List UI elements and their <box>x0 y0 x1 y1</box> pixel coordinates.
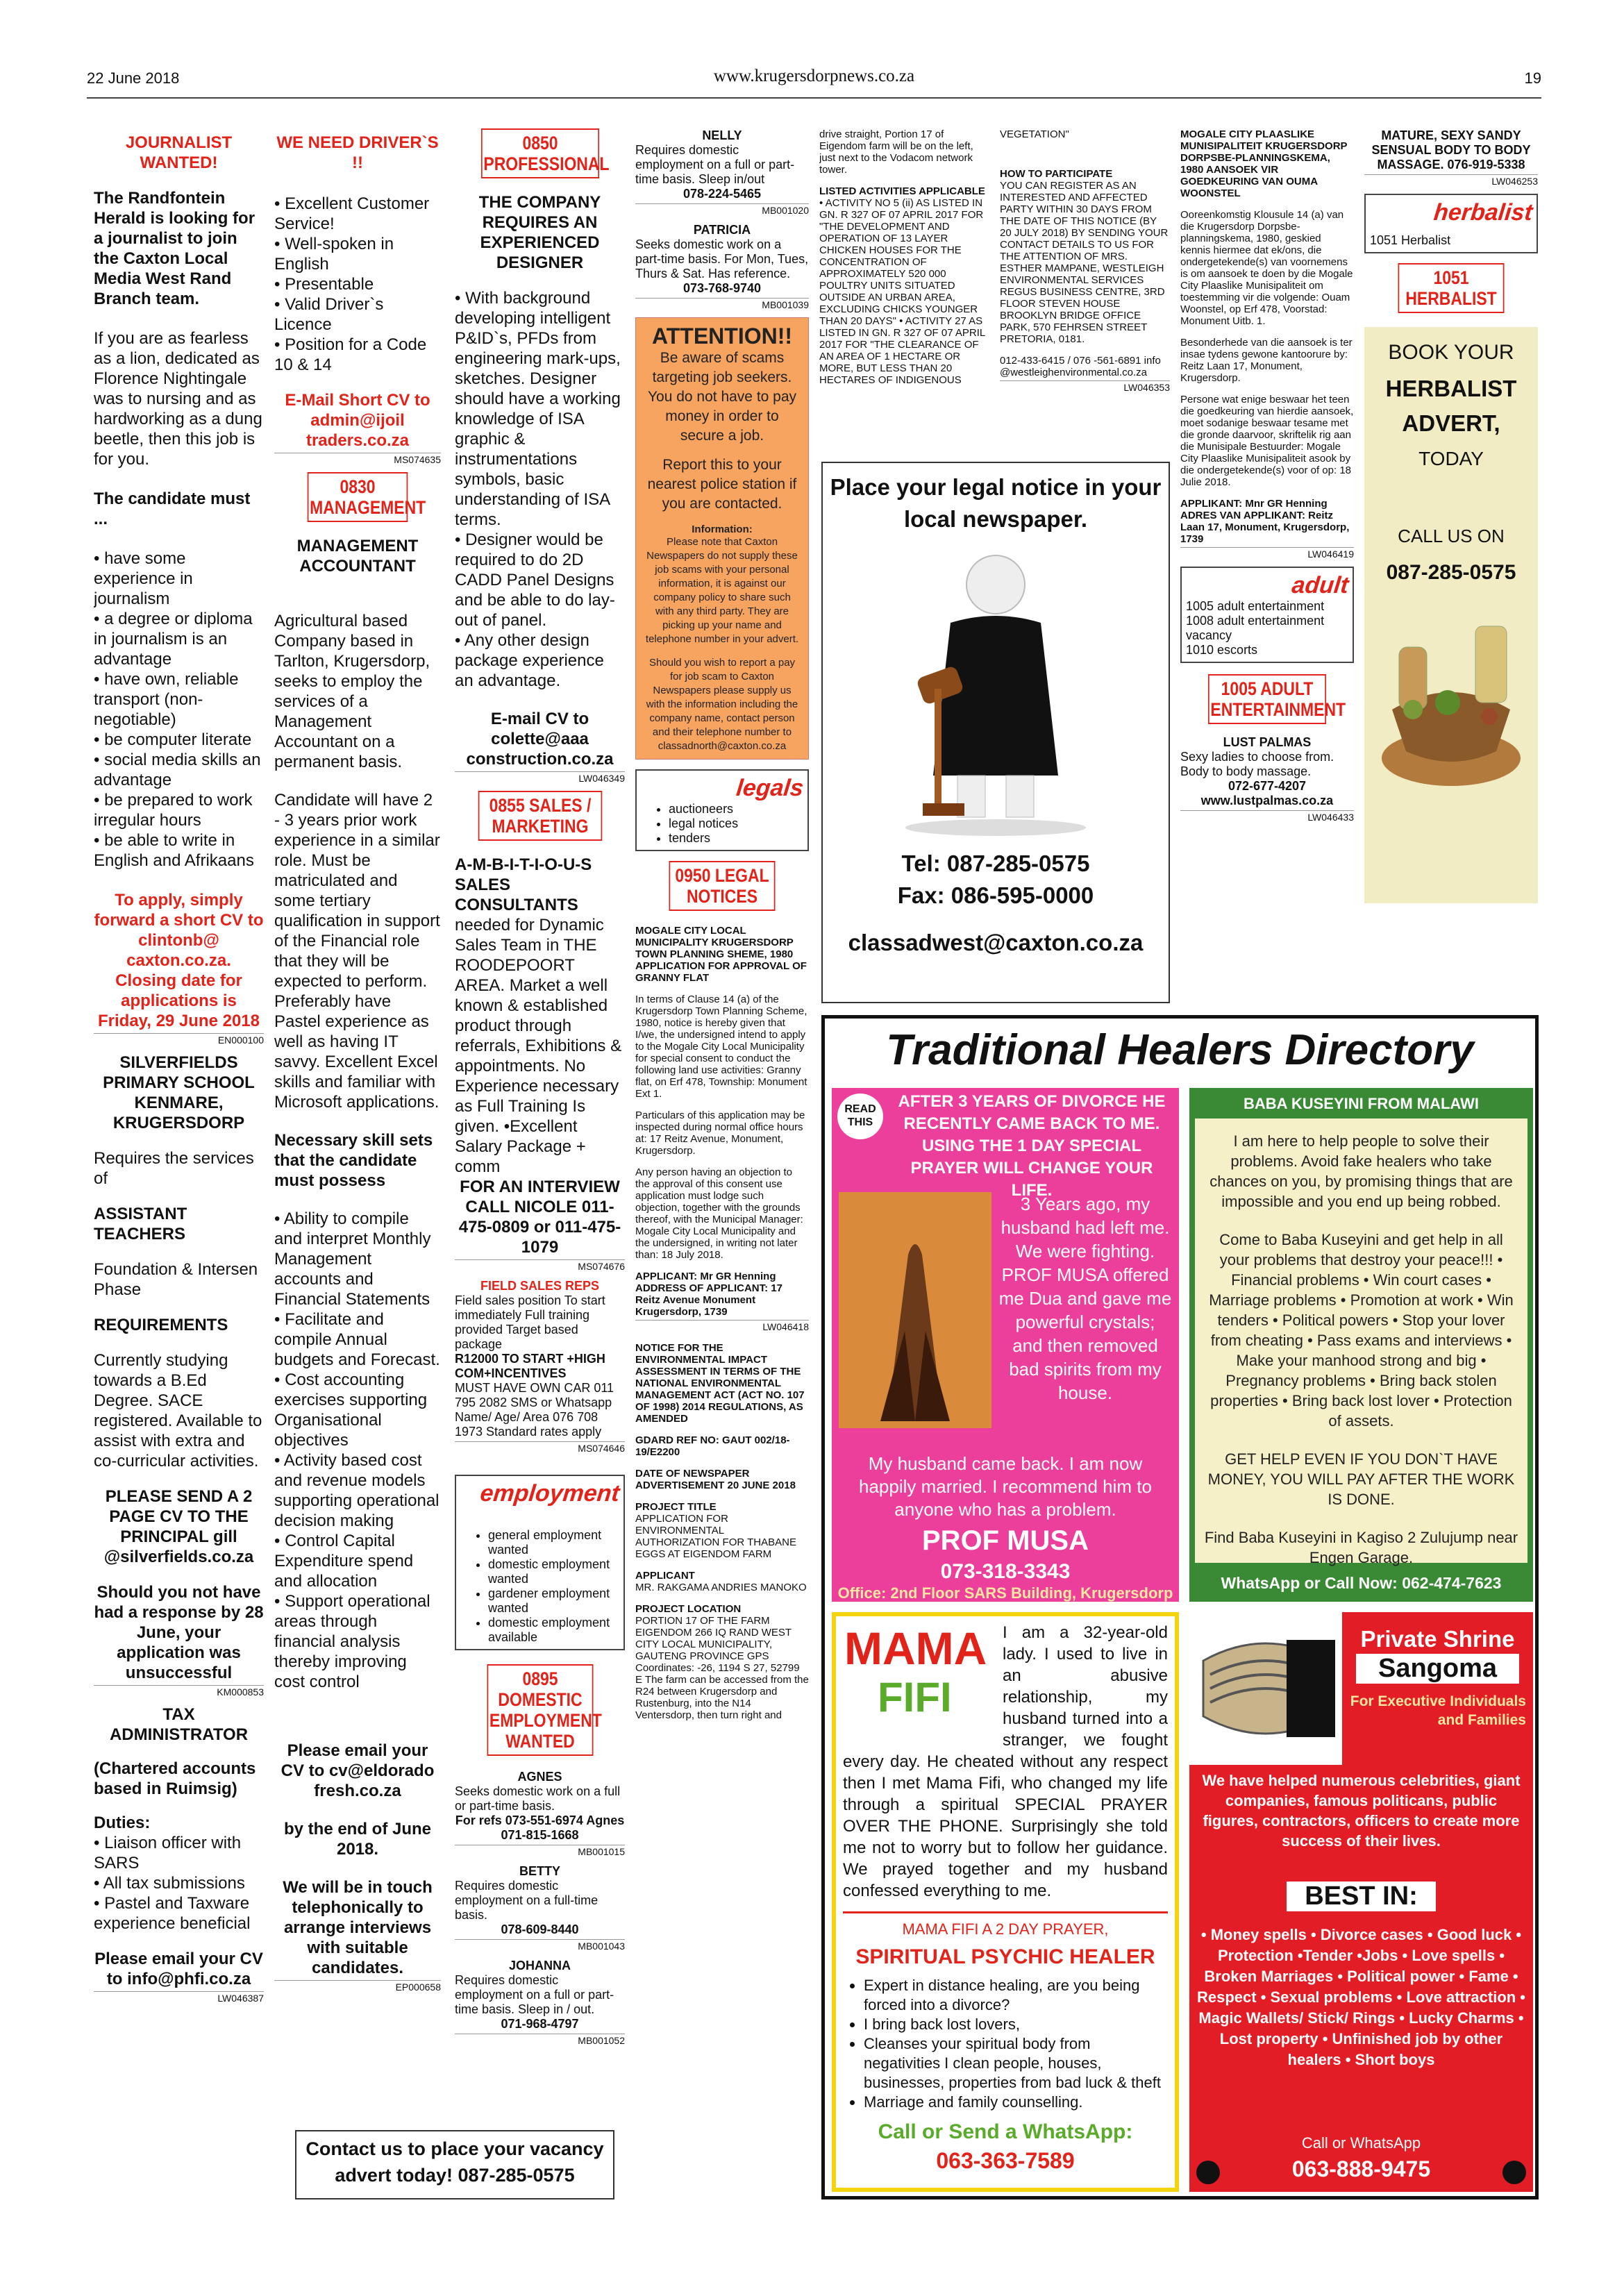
applicant-text: MR. RAKGAMA ANDRIES MANOKO <box>635 1582 807 1593</box>
listed-text: • ACTIVITY NO 5 (ii) AS LISTED IN GN. R 327 OF 07 APRIL 2017 FOR "THE DEVELOPMENT AND OPERATION OF 13 LAYER CHICKEN HOUSES FOR THE CONCENTRATION OF APPROXIMATELY 520 000 POULTRY UNITS SITUATED OUTSIDE AN URBAN AREA, EXCLUDING CHICKS YOUNGER THAN 20 DAYS" • ACTIVITY 27 AS LISTED IN GN. R 327 OF 07 APRIL 2017 FOR "THE CLEARANCE OF AN AREA OF 1 HECTARE OR MORE, BUT LESS THAN 20 HECTARES OF INDIGENOUS <box>819 197 985 386</box>
mama-title: MAMA <box>844 1623 987 1674</box>
ad-ref: MS074646 <box>455 1441 625 1454</box>
candidate-list <box>94 548 264 871</box>
mgmt-p1: Agricultural based Company based in Tarlton, Krugersdorp, seeks to employ the services of a Management Accountant on a permanent basis. <box>274 612 430 771</box>
baba-body <box>1195 1118 1527 1566</box>
adult-title: adult <box>1290 572 1350 598</box>
mgmt-email[interactable]: Please email your CV to cv@eldorado fresh.co.za <box>281 1741 435 1800</box>
send-cv[interactable]: PLEASE SEND A 2 PAGE CV TO THE PRINCIPAL gill @silverfields.co.za <box>103 1487 254 1566</box>
ad-ref: LW046418 <box>635 1320 809 1332</box>
sandy-ad: MATURE, SEXY SANDY SENSUAL BODY TO BODY MASSAGE. 076-919-5338 <box>1371 128 1531 171</box>
sangoma-ad[interactable] <box>1189 1612 1533 2192</box>
list-item: • have own, reliable transport (non-negotiable) <box>94 669 264 730</box>
list-item: • domestic employment wanted <box>488 1557 619 1586</box>
adult-item: 1008 adult entertainment vacancy <box>1186 614 1325 642</box>
list-item: • Valid Driver`s Licence <box>274 294 441 335</box>
mgmt-touch: We will be in touch telephonically to arrange interviews with suitable candidates. <box>283 1878 433 1977</box>
applicant-heading: APPLICANT <box>635 1570 695 1582</box>
ad-ref: LW046353 <box>1000 380 1170 393</box>
duties-heading: Duties: <box>94 1813 151 1832</box>
attention-info: Information: <box>692 523 753 535</box>
fifi-spiritual: SPIRITUAL PSYCHIC HEALER <box>855 1945 1155 1968</box>
call-us: CALL US ON <box>1398 526 1505 546</box>
vegetation: VEGETATION" <box>1000 128 1069 140</box>
ad-ref: MB001015 <box>455 1845 625 1857</box>
list-item: • a degree or diploma in journalism is an advantage <box>94 609 264 669</box>
column-2 <box>274 128 441 2218</box>
list-item: • Expert in distance healing, are you being forced into a divorce? <box>864 1976 1168 2015</box>
category-herbalist: 1051 HERBALIST <box>1398 263 1505 313</box>
field-sales-heading: FIELD SALES REPS <box>480 1279 600 1293</box>
johanna-phone: 071-968-4797 <box>501 2017 579 2031</box>
list-item: • general employment wanted <box>488 1528 619 1557</box>
lust-text: Sexy ladies to choose from. Body to body massage. <box>1180 750 1334 778</box>
list-item: • Liaison officer with SARS <box>94 1833 264 1873</box>
musa-back: My husband came back. I am now happily married. I recommend him to anyone who has a problem. <box>859 1453 1152 1520</box>
ad-ref: MB001020 <box>635 203 809 216</box>
column-6 <box>1000 128 1170 462</box>
ouma-p1: Ooreenkomstig Klousule 14 (a) van die Krugersdorp Dorpsbe-planningskema, 1980, geskied kennis hiermee dat ek/ons, die ondergetekende(s) van voornemens is om aansoek te doen by die Mogale City Plaaslike Munisipaliteit om toestemming vir die volgende: Ouam Woonstel, op Erf 478, Voorstad: Monument Uitb. 1. <box>1180 209 1353 327</box>
herbs-icon <box>1371 598 1531 807</box>
project-title-heading: PROJECT TITLE <box>635 1501 717 1513</box>
project-title-text: APPLICATION FOR ENVIRONMENTAL AUTHORIZATION FOR THABANE EGGS AT EIGENDOM FARM <box>635 1513 796 1560</box>
legals-box <box>635 769 809 851</box>
skills-heading: Necessary skill sets that the candidate must possess <box>274 1131 433 1190</box>
fifi-p1: I am a 32-year-old lady. I used to live in an abusive relationship, my husband turned into a stranger, we fought every day. He cheated without any respect then I met Mama Fifi, who changed my life through a spiritual SPECIAL PRAYER OVER THE PHONE. Surprisingly she told me not to worry but to follow her guidance. We prayed together and my husband confessed everything to me. <box>843 1623 1168 1900</box>
sangoma-helped: We have helped numerous celebrities, giant companies, famous politicans, public figures, contractors, officers to create more success of their lives. <box>1202 1772 1521 1850</box>
nelly-phone: 078-224-5465 <box>683 187 762 201</box>
ad-ref: LW046419 <box>1180 547 1354 560</box>
baba-kuseyini-ad[interactable] <box>1189 1088 1533 1602</box>
herbalist-item: 1051 Herbalist <box>1370 233 1451 247</box>
fifi-call: Call or Send a WhatsApp: <box>878 2120 1133 2143</box>
patricia-name: PATRICIA <box>693 223 751 237</box>
nelly-text: Requires domestic employment on a full or part-time basis. Sleep in/out <box>635 143 795 186</box>
attention-p4: Should you wish to report a pay for job scam to Caxton Newspapers please supply us with the information including the company name, contact person and their telephone number to classadnorth@caxton.co.za <box>646 657 798 752</box>
today: TODAY <box>1418 448 1484 469</box>
mogale-p2: Particulars of this application may be inspected during normal office hours at: 17 Reitz Avenue, Monument, Krugersdorp. <box>635 1109 805 1157</box>
project-location-text: PORTION 17 OF THE FARM EIGENDOM 266 IQ RAND WEST CITY LOCAL MUNICIPALITY, GAUTENG PROVINCE GPS Coordinates: -26, 1194 S 27, 52799 E The farm can be accessed from the R24 between Krugersdorp and Rustenburg, into the N14 Ventersdorp, then turn right and <box>635 1615 809 1721</box>
page-number: 19 <box>1524 69 1541 87</box>
apply-text[interactable]: To apply, simply forward a short CV to clintonb@ caxton.co.za. Closing date for applications is Friday, 29 June 2018 <box>94 891 264 1030</box>
chartered: (Chartered accounts based in Ruimsig) <box>94 1759 256 1798</box>
musa-heading: AFTER 3 YEARS OF DIVORCE HE RECENTLY CAME BACK TO ME. USING THE 1 DAY SPECIAL PRAYER WILL CHANGE YOUR LIFE. <box>898 1092 1166 1200</box>
field-sales-bold: R12000 TO START +HIGH COM+INCENTIVES <box>455 1352 605 1380</box>
private-shrine: Private Shrine <box>1360 1626 1515 1652</box>
field-sales-text: Field sales position To start immediately Full training provided Target based package <box>455 1293 605 1351</box>
nelly-name: NELLY <box>702 128 742 142</box>
site-url[interactable]: www.krugersdorpnews.co.za <box>713 67 915 85</box>
company-heading: THE COMPANY REQUIRES AN EXPERIENCED DESIGNER <box>478 193 601 272</box>
musa-office: Office: 2nd Floor SARS Building, Krugersdorp <box>837 1584 1173 1602</box>
money-stack-icon <box>1189 1612 1342 1765</box>
lust-phone[interactable]: 072-677-4207 www.lustpalmas.co.za <box>1200 779 1334 807</box>
list-item: • Well-spoken in English <box>274 234 441 274</box>
list-item: • Designer would be required to do 2D CADD Panel Designs and be able to do lay-out of panel. <box>455 530 625 630</box>
ouma-p3: Persone wat enige beswaar het teen die goedkeuring van hierdie aansoek, moet sodanige beswaar tesame met die gronde daarvoor, skriftelik rig aan die Munisipale Bestuurder: Mogale City Plaaslike Munisipaliteit asook by die ondergetekende(s) voor of op: 18 Julie 2018. <box>1180 394 1354 488</box>
ad-ref: MB001052 <box>455 2034 625 2046</box>
attention-box <box>635 317 809 760</box>
betty-text: Requires domestic employment on a full-time basis. <box>455 1879 598 1922</box>
listed-heading: LISTED ACTIVITIES APPLICABLE <box>819 185 985 197</box>
ouma-p2: Besonderhede van die aansoek is ter insae tydens gewone kantoorure by: Reitz Laan 17, Monument, Krugersdorp. <box>1180 337 1353 384</box>
ad-ref: LW046253 <box>1364 174 1538 187</box>
list-item: • Position for a Code 10 & 14 <box>274 335 441 375</box>
employment-box <box>455 1475 625 1650</box>
fifi-phone: 063-363-7589 <box>936 2148 1075 2173</box>
journalist-heading: JOURNALIST WANTED! <box>125 133 233 172</box>
baba-p4: Find Baba Kuseyini in Kagiso 2 Zulujump near Engen Garage. <box>1204 1529 1518 1566</box>
patricia-text: Seeks domestic work on a part-time basis. For Mon, Tues, Thurs & Sat. Has reference. <box>635 237 809 280</box>
agnes-text: Seeks domestic work on a full or part-time basis. <box>455 1784 621 1813</box>
best-in: BEST IN: <box>1287 1882 1436 1911</box>
herbalist-advert[interactable] <box>1364 327 1538 903</box>
ad-ref: MB001043 <box>455 1939 625 1952</box>
list-item: • Cost accounting exercises supporting Organisational objectives <box>274 1370 441 1450</box>
lust-name: LUST PALMAS <box>1223 735 1312 749</box>
mama-fifi-ad[interactable] <box>832 1612 1179 2192</box>
betty-phone: 078-609-8440 <box>501 1922 579 1936</box>
patricia-phone: 073-768-9740 <box>683 281 762 295</box>
legal-ad-email[interactable]: classadwest@caxton.co.za <box>848 930 1144 955</box>
list-item: • tenders <box>669 831 803 846</box>
ouma-applicant: APPLIKANT: Mnr GR Henning ADRES VAN APPLIKANT: Reitz Laan 17, Monument, Krugersdorp, 1739 <box>1180 498 1350 545</box>
legal-notice-ad[interactable] <box>821 462 1170 1003</box>
legal-ad-tel: Tel: 087-285-0575 <box>901 850 1090 876</box>
herbalist-phone: 087-285-0575 <box>1386 561 1516 584</box>
sangoma-title: Sangoma <box>1356 1654 1519 1684</box>
herbalist-box <box>1364 194 1538 253</box>
sangoma-call: Call or WhatsApp <box>1301 2134 1421 2152</box>
attention-p2: Report this to your nearest police station if you are contacted. <box>647 457 797 512</box>
list-item: • Support operational areas through financial analysis thereby improving cost control <box>274 1591 441 1692</box>
drivers-list <box>274 194 441 375</box>
mogale-p1: In terms of Clause 14 (a) of the Krugersdorp Town Planning Scheme, 1980, notice is hereby given that I/we, the undersigned intend to apply to the Mogale City Local Municipality for special consent to conduct the following land use activities: Granny flat, on Erf 478, Township: Monument Ext 1. <box>635 994 807 1100</box>
participate-contact[interactable]: 012-433-6415 / 076 -561-6891 info @westleighenvironmental.co.za <box>1000 355 1161 378</box>
phase: Foundation & Intersen Phase <box>94 1260 258 1299</box>
participate-text: YOU CAN REGISTER AS AN INTERESTED AND AFFECTED PARTY WITHIN 30 DAYS FROM THE DATE OF THIS NOTICE (BY 20 JULY 2018) BY SENDING YOUR CONTACT DETAILS TO US FOR THE ATTENTION OF MRS. ESTHER MAMPANE, WESTLEIGH ENVIRONMENTAL SERVICES REGUS BUSINESS CENTRE, 3RD FLOOR STEVEN HOUSE BROOKLYN BRIDGE OFFICE PARK, 570 FEHRSEN STREET PRETORIA, 0181. <box>1000 180 1169 345</box>
category-professional: 0850 PROFESSIONAL <box>481 128 599 178</box>
journalist-intro: The Randfontein Herald is looking for a journalist to join the Caxton Local Media West Rand Branch team. <box>94 189 256 308</box>
list-item: • Marriage and family counselling. <box>864 2093 1168 2112</box>
column-8 <box>1364 128 1538 1010</box>
interview-call: FOR AN INTERVIEW CALL NICOLE 011-475-0809 or 011-475-1079 <box>458 1178 621 1257</box>
list-item: • Pastel and Taxware experience beneficial <box>94 1893 264 1934</box>
no-response: Should you not have had a response by 28 June, your application was unsuccessful <box>94 1583 264 1682</box>
ouma-heading: MOGALE CITY PLAASLIKE MUNISIPALITEIT KRUGERSDORP DORPSBE-PLANNINGSKEMA, 1980 AANSOEK VIR GOEDKEURING VAN OUMA WOONSTEL <box>1180 128 1348 199</box>
ad-ref: EP000658 <box>274 1980 441 1993</box>
gdard-ref: GDARD REF NO: GAUT 002/18-19/E2200 <box>635 1434 790 1458</box>
mgmt-end: by the end of June 2018. <box>283 1820 431 1859</box>
baba-p1: I am here to help people to solve their problems. Avoid fake healers who take chances on you, by promising things that are impossible and you end up being robbed. <box>1209 1132 1513 1210</box>
ad-ref: KM000853 <box>94 1685 264 1698</box>
drivers-heading: WE NEED DRIVER`S !! <box>276 133 439 172</box>
judge-figure-icon <box>891 546 1100 838</box>
fifi-sub: MAMA FIFI A 2 DAY PRAYER, <box>902 1920 1109 1938</box>
fifi-divider <box>843 1911 1168 1913</box>
johanna-text: Requires domestic employment on a full or part-time basis. Sleep in / out. <box>455 1973 614 2016</box>
issue-date: 22 June 2018 <box>87 69 180 87</box>
ad-ref: MS074635 <box>274 453 441 465</box>
column-4 <box>635 128 809 2218</box>
list-item: • Excellent Customer Service! <box>274 194 441 234</box>
requires-services: Requires the services of <box>94 1149 254 1188</box>
tax-email[interactable]: Please email your CV to info@phfi.co.za <box>94 1950 263 1988</box>
ad-ref: LW046387 <box>94 1991 264 2004</box>
list-item: • All tax submissions <box>94 1873 264 1893</box>
school-name: SILVERFIELDS PRIMARY SCHOOL KENMARE, KRUGERSDORP <box>103 1053 255 1132</box>
list-item: • be prepared to work irregular hours <box>94 790 264 830</box>
requirements-heading: REQUIREMENTS <box>94 1316 228 1334</box>
list-item: • be able to write in English and Afrikaans <box>94 830 264 871</box>
sales-text: needed for Dynamic Sales Team in THE ROODEPOORT AREA. Market a well known & established product through referrals, Exhibitions & appointments. No Experience necessary as Full Training Is given. •Excellent Salary Package + comm <box>455 916 622 1176</box>
prof-musa-ad[interactable] <box>832 1088 1179 1602</box>
agnes-phone: For refs 073-551-6974 Agnes 071-815-1668 <box>455 1813 625 1842</box>
adult-box <box>1180 567 1354 663</box>
list-item: • Facilitate and compile Annual budgets and Forecast. <box>274 1309 441 1370</box>
baba-p3: GET HELP EVEN IF YOU DON`T HAVE MONEY, YOU WILL PAY AFTER THE WORK IS DONE. <box>1207 1450 1515 1508</box>
ad-ref: MS074676 <box>455 1259 625 1272</box>
env-continued: drive straight, Portion 17 of Eigendom farm will be on the left, just next to the Vodacom network tower. <box>819 128 973 176</box>
list-item: • Control Capital Expenditure spend and allocation <box>274 1531 441 1591</box>
candidate-must: The candidate must ... <box>94 489 251 528</box>
mogale-applicant: APPLICANT: Mr GR Henning ADDRESS OF APPLICANT: 17 Reitz Avenue Monument Krugersdorp, 1739 <box>635 1271 782 1318</box>
musa-name: PROF MUSA <box>922 1525 1089 1556</box>
date-heading: DATE OF NEWSPAPER ADVERTISEMENT 20 JUNE 2018 <box>635 1468 796 1491</box>
drivers-email[interactable]: E-Mail Short CV to admin@ijoil traders.co.za <box>285 391 430 450</box>
employment-title: employment <box>478 1480 621 1507</box>
column-7 <box>1180 128 1354 1010</box>
attention-p1: Be aware of scams targeting job seekers. You do not have to pay money in order to secure a job. <box>647 350 797 444</box>
assistant-teachers: ASSISTANT TEACHERS <box>94 1205 187 1243</box>
adult-item: 1005 adult entertainment <box>1186 599 1325 613</box>
mgmt-p2: Candidate will have 2 - 3 years prior work experience in a similar role. Must be matriculated and some tertiary qualification in support of the Financial role that they will be expected to perform. Preferably have Pastel experience as well as having IT savvy. Excellent Excel skills and familiar with Microsoft applications. <box>274 791 440 1112</box>
johanna-name: JOHANNA <box>508 1959 571 1972</box>
legal-ad-heading: Place your legal notice in your local newspaper. <box>830 474 1162 532</box>
category-sales: 0855 SALES / MARKETING <box>478 791 602 841</box>
category-adult: 1005 ADULT ENTERTAINMENT <box>1208 674 1326 724</box>
ad-ref: MB001039 <box>635 298 809 310</box>
musa-story: 3 Years ago, my husband had left me. We were fighting. PROF MUSA offered me Dua and gave me powerful crystals; and then removed bad spirits from my house. <box>998 1193 1172 1403</box>
legals-list <box>641 802 803 846</box>
column-3 <box>455 128 625 2128</box>
column-5 <box>819 128 986 462</box>
list-item: • Cleanses your spiritual body from negativities I clean people, houses, businesses, properties from bad luck & theft <box>864 2034 1168 2093</box>
designer-list <box>455 288 625 691</box>
baba-p2: Come to Baba Kuseyini and get help in all your problems that destroy your peace!!! • Financial problems • Win court cases • Marriage problems • Promotion at work • Win tenders • Political powers • Stop your lover from cheating • Pass exams and interviews • Make your manhood strong and big • Pregnancy problems • Bring back stolen properties • Bring back lost lover • Protection of assets. <box>1209 1231 1514 1430</box>
book-your: BOOK YOUR <box>1388 341 1514 364</box>
list-item: • social media skills an advantage <box>94 750 264 790</box>
baba-heading: BABA KUSEYINI FROM MALAWI <box>1189 1088 1533 1120</box>
participate-heading: HOW TO PARTICIPATE <box>1000 168 1113 180</box>
category-domestic: 0895 DOMESTIC EMPLOYMENT WANTED <box>487 1664 593 1756</box>
legals-title: legals <box>735 775 805 801</box>
corner-dot-icon <box>1196 2161 1220 2184</box>
list-item: • legal notices <box>669 816 803 831</box>
list-item: • gardener employment wanted <box>488 1586 619 1616</box>
adult-item: 1010 escorts <box>1186 643 1258 657</box>
list-item: • Ability to compile and interpret Monthly Management accounts and Financial Statements <box>274 1209 441 1309</box>
ad-ref: EN000100 <box>94 1033 264 1046</box>
sangoma-list: • Money spells • Divorce cases • Good luck • Protection •Tender •Jobs • Love spells • Broken Marriages • Political power • Fame • Respect • Sexual problems • Love attraction • Magic Wallets/ Stick/ Rings • Lucky Charms • Lost property • Unfinished job by other healers • Short boys <box>1196 1926 1526 2068</box>
requirements-text: Currently studying towards a B.Ed Degree. SACE registered. Available to assist with extra and co-curricular activities. <box>94 1351 262 1470</box>
attention-p3: Please note that Caxton Newspapers do not supply these job scams with your personal information, it is against our company policy to share such with any third party. They are picking up your name and telephone number in your advert. <box>645 536 799 645</box>
mogale-p3: Any person having an objection to the approval of this consent use application must lodge such objection, together with the grounds thereof, with the Municipal Manager: Mogale City Local Municipality and the undersigned, in writing not later than: 18 July 2018. <box>635 1166 803 1261</box>
herbalist-advert-title: HERBALIST ADVERT, <box>1385 376 1517 436</box>
tax-admin: TAX ADMINISTRATOR <box>109 1705 249 1744</box>
fifi-list <box>836 1969 1175 2112</box>
list-item: • domestic employment available <box>488 1616 619 1645</box>
list-item: • Activity based cost and revenue models supporting operational decision making <box>274 1450 441 1531</box>
healers-directory <box>821 1015 1539 2199</box>
category-legal: 0950 LEGAL NOTICES <box>669 861 776 911</box>
praying-hands-icon <box>839 1192 991 1428</box>
ad-ref: LW046433 <box>1180 810 1354 823</box>
env-heading: NOTICE FOR THE ENVIRONMENTAL IMPACT ASSESSMENT IN TERMS OF THE NATIONAL ENVIRONMENTAL MANAGEMENT ACT (ACT NO. 107 OF 1998) 2014 REGULATIONS, AS AMENDED <box>635 1342 805 1425</box>
list-item: • I bring back lost lovers, <box>864 2015 1168 2034</box>
mogale-heading: MOGALE CITY LOCAL MUNICIPALITY KRUGERSDORP TOWN PLANNING SHEME, 1980 APPLICATION FOR APPROVAL OF GRANNY FLAT <box>635 925 807 984</box>
healers-title: Traditional Healers Directory <box>886 1026 1474 1074</box>
employment-list <box>460 1528 619 1645</box>
column-1 <box>94 128 264 2218</box>
read-this-badge: READ THIS <box>837 1093 883 1139</box>
journalist-desc: If you are as fearless as a lion, dedicated as Florence Nightingale was to nursing and as hardworking as a dung beetle, then this job is for you. <box>94 329 262 469</box>
list-item: • be computer literate <box>94 730 264 750</box>
list-item: • auctioneers <box>669 802 803 816</box>
corner-dot-icon <box>1502 2161 1526 2184</box>
herbalist-title: herbalist <box>1432 199 1534 226</box>
vacancy-text: Contact us to place your vacancy advert today! 087-285-0575 <box>305 2138 604 2186</box>
duties-list <box>94 1833 264 1934</box>
page-header <box>87 64 1541 99</box>
designer-email[interactable]: E-mail CV to colette@aaa construction.co.za <box>466 710 614 769</box>
legal-ad-fax: Fax: 086-595-0000 <box>897 882 1094 908</box>
sangoma-exec: For Executive Individuals and Families <box>1350 1693 1526 1728</box>
skills-list <box>274 1209 441 1692</box>
field-sales-text-2: MUST HAVE OWN CAR 011 795 2082 SMS or Whatsapp Name/ Age/ Area 076 708 1973 Standard rates apply <box>455 1381 614 1439</box>
list-item: • have some experience in journalism <box>94 548 264 609</box>
mgmt-accountant: MANAGEMENT ACCOUNTANT <box>296 537 419 576</box>
agnes-name: AGNES <box>517 1770 562 1784</box>
ad-ref: LW046349 <box>455 771 625 784</box>
sangoma-phone: 063-888-9475 <box>1291 2156 1431 2181</box>
list-item: • Any other design package experience an advantage. <box>455 630 625 691</box>
betty-name: BETTY <box>519 1864 560 1878</box>
vacancy-banner[interactable] <box>295 2130 614 2199</box>
musa-phone: 073-318-3343 <box>940 1560 1071 1583</box>
list-item: • Presentable <box>274 274 441 294</box>
category-management: 0830 MANAGEMENT <box>308 472 408 522</box>
baba-whatsapp: WhatsApp or Call Now: 062-474-7623 <box>1221 1574 1502 1592</box>
list-item: • With background developing intelligent P&ID`s, PFDs from engineering mark-ups, sketches. Designer should have a working knowledge of ISA graphic & instrumentations symbols, basic understanding of ISA terms. <box>455 288 625 530</box>
attention-heading: ATTENTION!! <box>651 324 793 349</box>
fifi-title: FIFI <box>878 1674 952 1720</box>
project-location-heading: PROJECT LOCATION <box>635 1603 742 1615</box>
ambitious-heading: A-M-B-I-T-I-O-U-S SALES CONSULTANTS <box>455 855 592 914</box>
